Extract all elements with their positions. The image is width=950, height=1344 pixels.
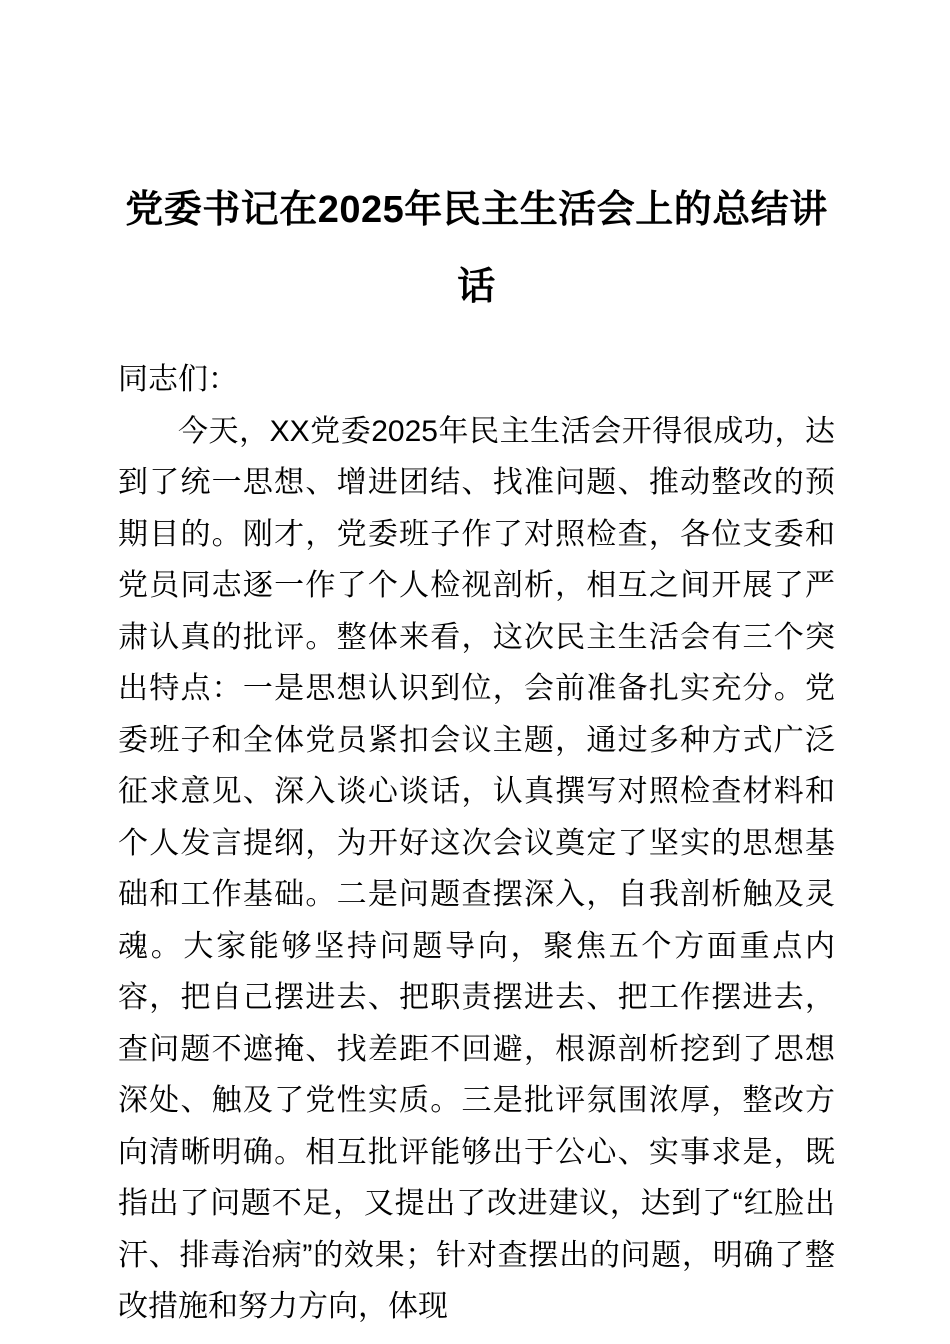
salutation-line: 同志们： (118, 363, 238, 396)
page-title: 党委书记在2025年民主生活会上的总结讲话 (125, 189, 828, 308)
document-body (118, 0, 835, 1333)
body-paragraph-1: 今天，XX党委2025年民主生活会开得很成功，达到了统一思想、增进团结、找准问题、推动整改的预期目的。刚才，党委班子作了对照检查，各位支委和党员同志逐一作了个人检视剖析，相互之间开展了严肃认真的批评。整体来看，这次民主生活会有三个突出特点：一是思想认识到位，会前准备扎实充分。党委班子和全体党员紧扣会议主题，通过多种方式广泛征求意见、深入谈心谈话，认真撰写对照检查材料和个人发言提纲，为开好这次会议奠定了坚实的思想基础和工作基础。二是问题查摆深入，自我剖析触及灵魂。大家能够坚持问题导向，聚焦五个方面重点内容，把自己摆进去、把职责摆进去、把工作摆进去，查问题不遮掩、找差距不回避，根源剖析挖到了思想深处、触及了党性实质。三是批评氛围浓厚，整改方向清晰明确。相互批评能够出于公心、实事求是，既指出了问题不足，又提出了改进建议，达到了“红脸出汗、排毒治病”的效果；针对查摆出的问题，明确了整改措施和努力方向，体现 (118, 414, 835, 1323)
